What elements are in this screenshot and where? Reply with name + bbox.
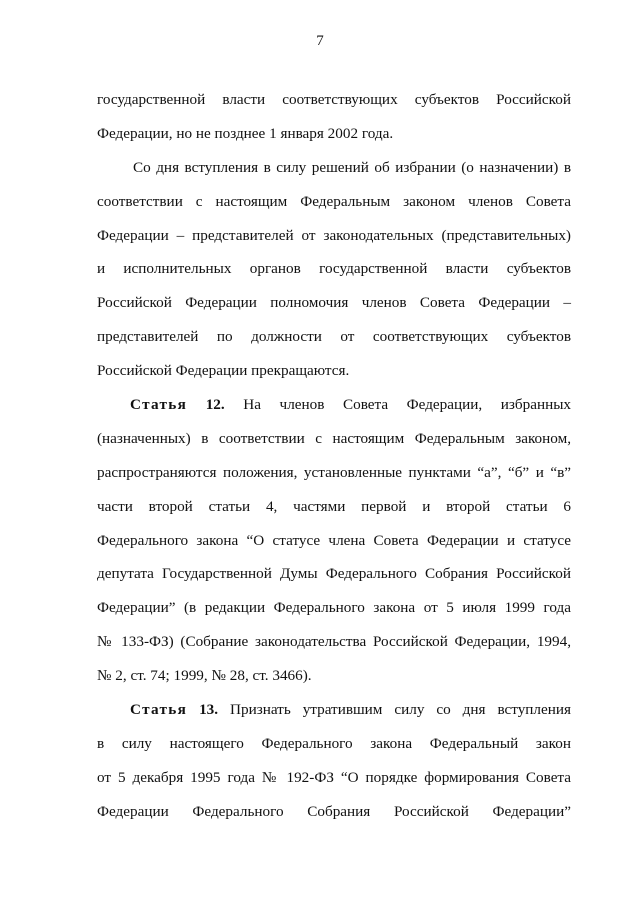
text-line: представителей по должности от соответствующих субъектов bbox=[97, 328, 571, 346]
text-line: Российской Федерации прекращаются. bbox=[97, 362, 350, 380]
article-label: Статья bbox=[130, 396, 188, 414]
text-line: Федерального закона “О статусе члена Совета Федерации и статусе bbox=[97, 531, 571, 549]
text-line: депутата Государственной Думы Федерального Собрания Российской bbox=[97, 565, 571, 583]
text-line: Федерации – представителей от законодательных (представительных) bbox=[97, 226, 571, 244]
text-line: в силу настоящего Федерального закона Федеральный закон bbox=[97, 734, 571, 752]
article-first-line bbox=[97, 388, 571, 422]
text-line: государственной власти соответствующих субъектов Российской bbox=[97, 91, 571, 108]
text-line: и исполнительных органов государственной власти субъектов bbox=[97, 260, 571, 278]
text-line: соответствии с настоящим Федеральным законом членов Совета bbox=[97, 192, 571, 210]
article-12 bbox=[97, 388, 571, 693]
text-line: Федерации Федерального Собрания Российской Федерации” bbox=[97, 802, 571, 820]
text-line: Федерации, но не позднее 1 января 2002 года. bbox=[97, 124, 394, 142]
text-line: Федерации” (в редакции Федерального закона от 5 июля 1999 года bbox=[97, 599, 571, 617]
text-line: № 2, ст. 74; 1999, № 28, ст. 3466). bbox=[97, 667, 312, 685]
article-number: 12. bbox=[205, 396, 225, 414]
text-line: распространяются положения, установленные пунктами “а”, “б” и “в” bbox=[97, 463, 571, 481]
article-13 bbox=[97, 693, 571, 829]
article-first-line bbox=[97, 693, 571, 727]
text-line: (назначенных) в соответствии с настоящим Федеральным законом, bbox=[97, 429, 571, 447]
article-label: Статья bbox=[130, 701, 188, 719]
text-line: части второй статьи 4, частями первой и второй статьи 6 bbox=[97, 497, 571, 515]
text-line: Российской Федерации полномочия членов Совета Федерации – bbox=[97, 294, 571, 312]
text-line: Со дня вступления в силу решений об избрании (о назначении) в bbox=[133, 158, 571, 176]
page-number: 7 bbox=[316, 33, 324, 49]
text-fragment: На членов Совета Федерации, избранных bbox=[243, 396, 572, 414]
text-line: № 133-ФЗ) (Собрание законодательства Российской Федерации, 1994, bbox=[97, 633, 571, 651]
text-line: от 5 декабря 1995 года № 192-ФЗ “О порядке формирования Совета bbox=[97, 768, 571, 786]
paragraph-termination-of-powers bbox=[97, 151, 571, 388]
article-number: 13. bbox=[199, 701, 219, 719]
document-body bbox=[97, 83, 571, 829]
text-fragment: Признать утратившим силу со дня вступления bbox=[230, 701, 571, 719]
paragraph-continuation bbox=[97, 83, 571, 151]
